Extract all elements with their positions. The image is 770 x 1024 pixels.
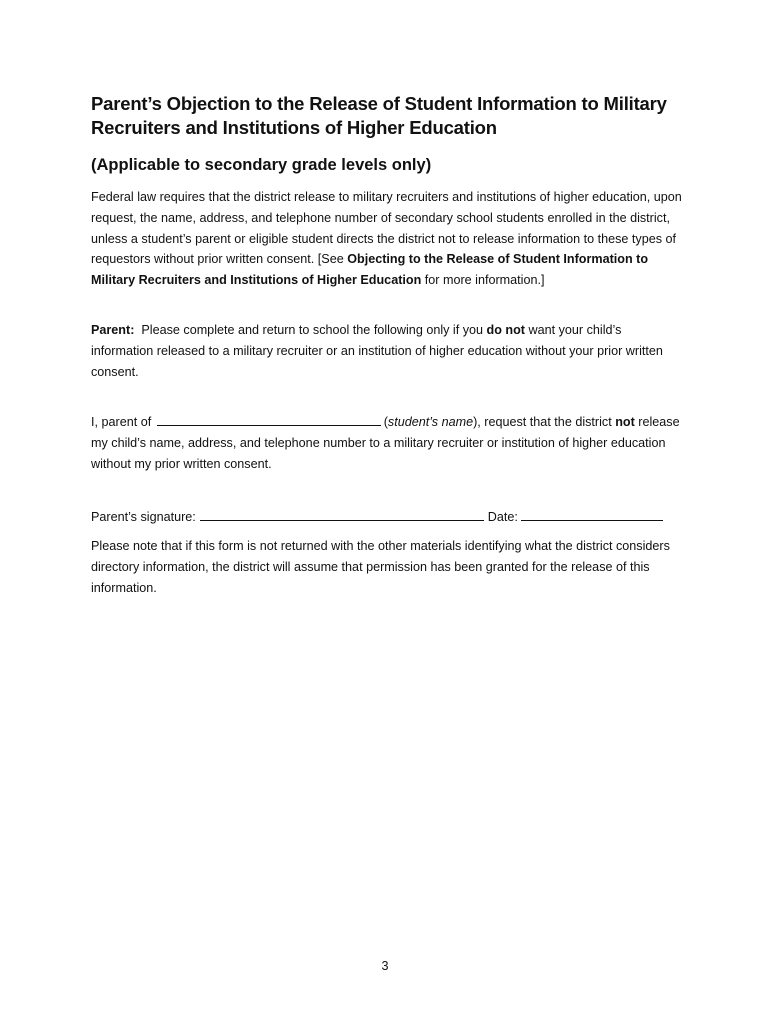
parent-request-paragraph: I, parent of (student’s name), request that the district not release my child’s name, address, and telephone number to a military recruiter or institution of higher education without my prior written consent.: [91, 415, 680, 471]
signature-row: [91, 507, 691, 527]
policy-reference: Objecting to the Release of Student Information to Military Recruiters and Institutions of Higher Education: [91, 252, 649, 288]
signature-label: Parent’s signature:: [91, 510, 196, 524]
not-emphasis: not: [615, 415, 635, 429]
parent-label: Parent:: [91, 323, 135, 337]
parent-of-label: I, parent of: [91, 415, 155, 429]
request-text: ), request that the district: [473, 415, 616, 429]
parent-instruction-text-end: want your child’s information released to a military recruiter or an institution of higher education without your prior written consent.: [91, 323, 663, 379]
federal-law-text-end: for more information.]: [421, 273, 545, 288]
student-name-field[interactable]: [157, 413, 381, 426]
date-field[interactable]: [521, 508, 663, 521]
federal-law-text: Federal law requires that the district release to military recruiters and institutions of higher education, upon request, the name, address, and telephone number of secondary school students enrolled in the district, unless a student’s parent or eligible student directs the district not to release information to these types of requestors without prior written consent. [See: [91, 190, 682, 267]
parent-instruction-paragraph: [91, 320, 683, 382]
do-not-emphasis: do not: [486, 323, 525, 337]
federal-law-paragraph: [91, 187, 683, 291]
request-text-end: release my child’s name, address, and telephone number to a military recruiter or institution of higher education without my prior written consent.: [91, 415, 680, 471]
date-label: Date:: [487, 510, 518, 524]
form-title: Parent’s Objection to the Release of Student Information to Military Recruiters and Institutions of Higher Education: [91, 93, 667, 138]
permission-note-paragraph: Please note that if this form is not returned with the other materials identifying what the district considers directory information, the district will assume that permission has been granted for the release of this information.: [91, 539, 670, 595]
parent-instruction-text: Please complete and return to school the following only if you: [134, 323, 487, 337]
student-name-hint: student’s name: [387, 415, 474, 429]
signature-field[interactable]: [200, 508, 484, 521]
form-subtitle: (Applicable to secondary grade levels only): [91, 156, 432, 174]
page-number: 3: [381, 959, 389, 973]
